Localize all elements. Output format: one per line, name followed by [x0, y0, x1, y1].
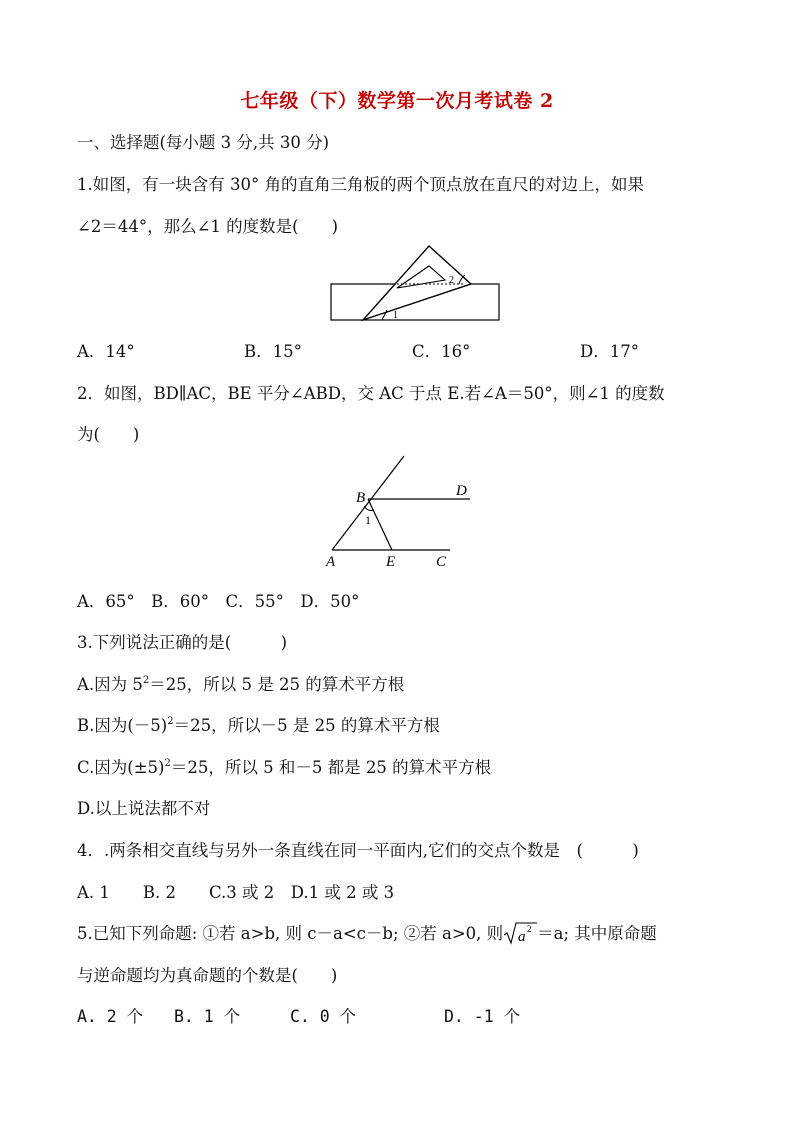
q1-figure-ruler-triangle	[325, 242, 505, 326]
q1-option-b: B．15°	[244, 342, 302, 361]
line-ab-extended	[332, 456, 404, 550]
q2-label-a: A	[326, 554, 336, 570]
q1-stem-line2: ∠2＝44°，那么∠1 的度数是( )	[77, 217, 339, 236]
line-be	[368, 499, 392, 550]
q5-option-c: C. 0 个	[290, 1007, 357, 1026]
q5-stem-line1: 5.已知下列命题: ①若 a>b, 则 c－a<c－b; ②若 a>0, 则 a 2 ＝a; 其中原命题	[77, 920, 657, 945]
q1-label-2: 2	[449, 275, 454, 286]
q5-option-d: D. -1 个	[444, 1007, 521, 1026]
q4-stem: 4．.两条相交直线与另外一条直线在同一平面内,它们的交点个数是 ( )	[77, 841, 639, 860]
section-heading: 一、选择题(每小题 3 分,共 30 分)	[77, 133, 330, 152]
q2-figure-parallel-lines	[322, 452, 482, 572]
q2-label-b: B	[356, 490, 366, 506]
q1-option-a: A．14°	[77, 342, 135, 361]
q2-label-d: D	[456, 483, 467, 499]
q5-option-a: A. 2 个	[77, 1007, 144, 1026]
q5-stem-line2: 与逆命题均为真命题的个数是( )	[77, 966, 338, 985]
q3-option-d: D.以上说法都不对	[77, 799, 211, 818]
q1-label-1: 1	[393, 310, 398, 321]
q2-label-1: 1	[365, 513, 371, 527]
q3-stem: 3.下列说法正确的是( )	[77, 633, 288, 652]
q4-options: A. 1 B. 2 C.3 或 2 D.1 或 2 或 3	[77, 883, 395, 902]
q1-option-c: C．16°	[412, 342, 471, 361]
q3-option-b: B.因为$(-5)^2=25$，所以－5 是 25 的算术平方根	[77, 716, 440, 735]
q3-option-a: A.因为 $5^2=25$，所以 5 是 25 的算术平方根	[77, 675, 405, 694]
svg-text:a: a	[518, 929, 526, 945]
q5-option-b: B. 1 个	[174, 1007, 241, 1026]
sqrt-expression	[503, 921, 537, 945]
q2-stem-line1: 2．如图，BD∥AC，BE 平分∠ABD，交 AC 于点 E.若∠A＝50°，则∠1 的度数	[77, 384, 665, 403]
svg-text:2: 2	[527, 924, 532, 934]
sqrt-icon	[503, 921, 537, 945]
q2-options: A．65° B．60° C．55° D．50°	[77, 592, 360, 611]
q2-label-c: C	[436, 554, 447, 570]
q1-stem-line1: 1.如图，有一块含有 30° 角的直角三角板的两个顶点放在直尺的对边上，如果	[77, 175, 644, 194]
q2-stem-line2: 为( )	[77, 425, 140, 444]
q3-option-c: C.因为$(\pm 5)^2=25$，所以 5 和－5 都是 25 的算术平方根	[77, 758, 492, 777]
q1-option-d: D．17°	[580, 342, 639, 361]
page-title: 七年级（下）数学第一次月考试卷 2	[240, 90, 554, 112]
q2-label-e: E	[386, 554, 396, 570]
